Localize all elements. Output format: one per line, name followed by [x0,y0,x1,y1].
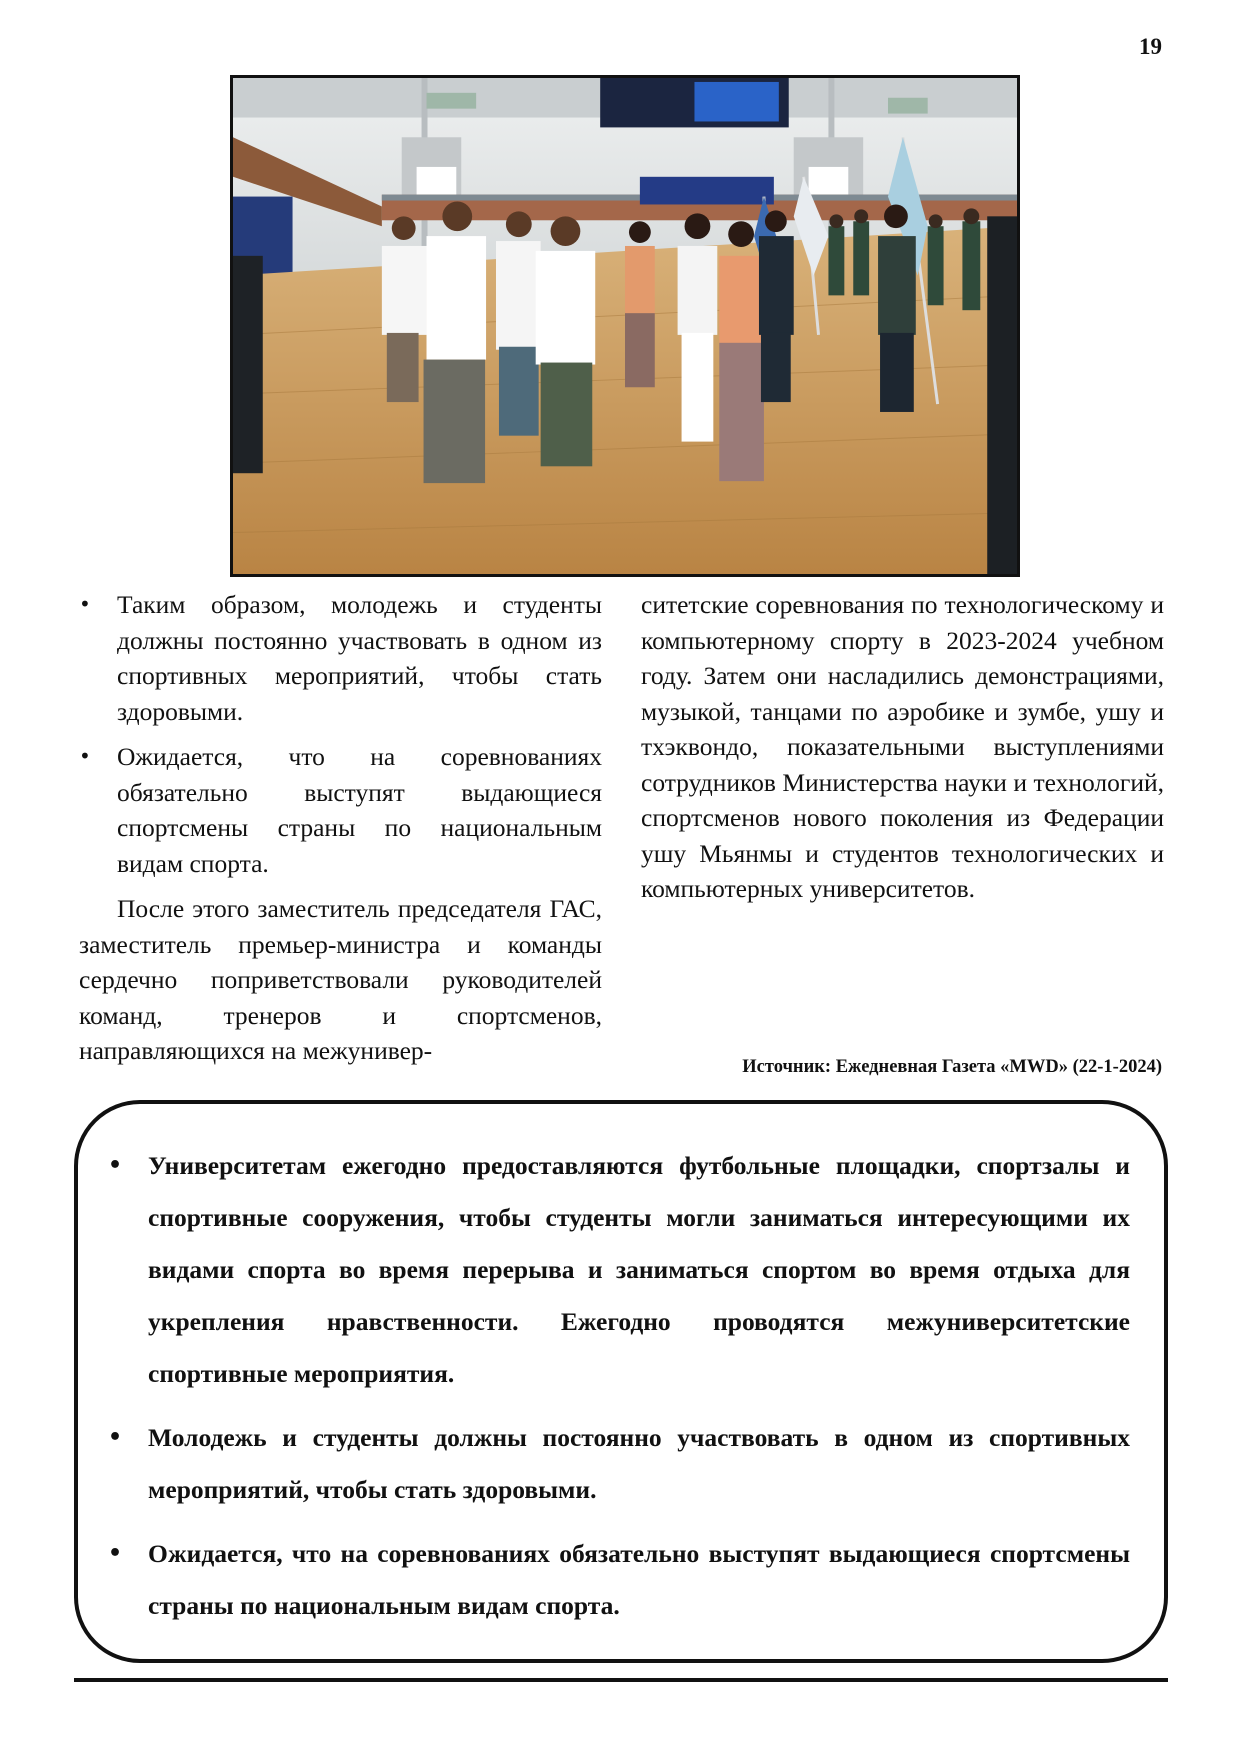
body-paragraph-continued: ситетские соревнования по технологическому и компьютерному спорту в 2023-2024 учебном году. Затем они насладились демонстрациями, музыкой, танцами по аэробике и зумбе, ушу и тхэквондо, показательными выступлениями сотрудников Министерства науки и технологий, спортсменов нового поколения из Федерации ушу Мьянмы и студентов технологических и компьютерных университетов. [641,590,1164,903]
bottom-divider [74,1678,1168,1682]
left-bullet-list [79,587,602,881]
right-column [641,587,1164,907]
source-citation: Источник: Ежедневная Газета «MWD» (22-1-2024) [742,1057,1162,1077]
summary-item: • Молодежь и студенты должны постоянно участвовать в одном из спортивных мероприятий, чтобы стать здоровыми. [108,1412,1130,1516]
body-paragraph: После этого заместитель председателя ГАС, заместитель премьер-министра и команды сердечно поприветствовали руководителей команд, тренеров и спортсменов, направляющихся на межунивер- [79,894,602,1065]
summary-box [74,1100,1168,1663]
event-photo [230,75,1020,577]
page-number: 19 [1139,34,1162,59]
gymnasium-ceremony-photo [233,78,1017,574]
summary-item: • Университетам ежегодно предоставляются футбольные площадки, спортзалы и спортивные сооружения, чтобы студенты могли заниматься интересующими их видами спорта во время перерыва и заниматься спортом во время отдыха для укрепления нравственности. Ежегодно проводятся межуниверситетские спортивные мероприятия. [108,1140,1130,1400]
summary-item: • Ожидается, что на соревнованиях обязательно выступят выдающиеся спортсмены страны по национальным видам спорта. [108,1528,1130,1632]
list-item: • Таким образом, молодежь и студенты должны постоянно участвовать в одном из спортивных мероприятий, чтобы стать здоровыми. [79,587,602,729]
summary-list [108,1140,1130,1632]
list-item: • Ожидается, что на соревнованиях обязательно выступят выдающиеся спортсмены страны по национальным видам спорта. [79,739,602,881]
left-column [79,587,602,1069]
